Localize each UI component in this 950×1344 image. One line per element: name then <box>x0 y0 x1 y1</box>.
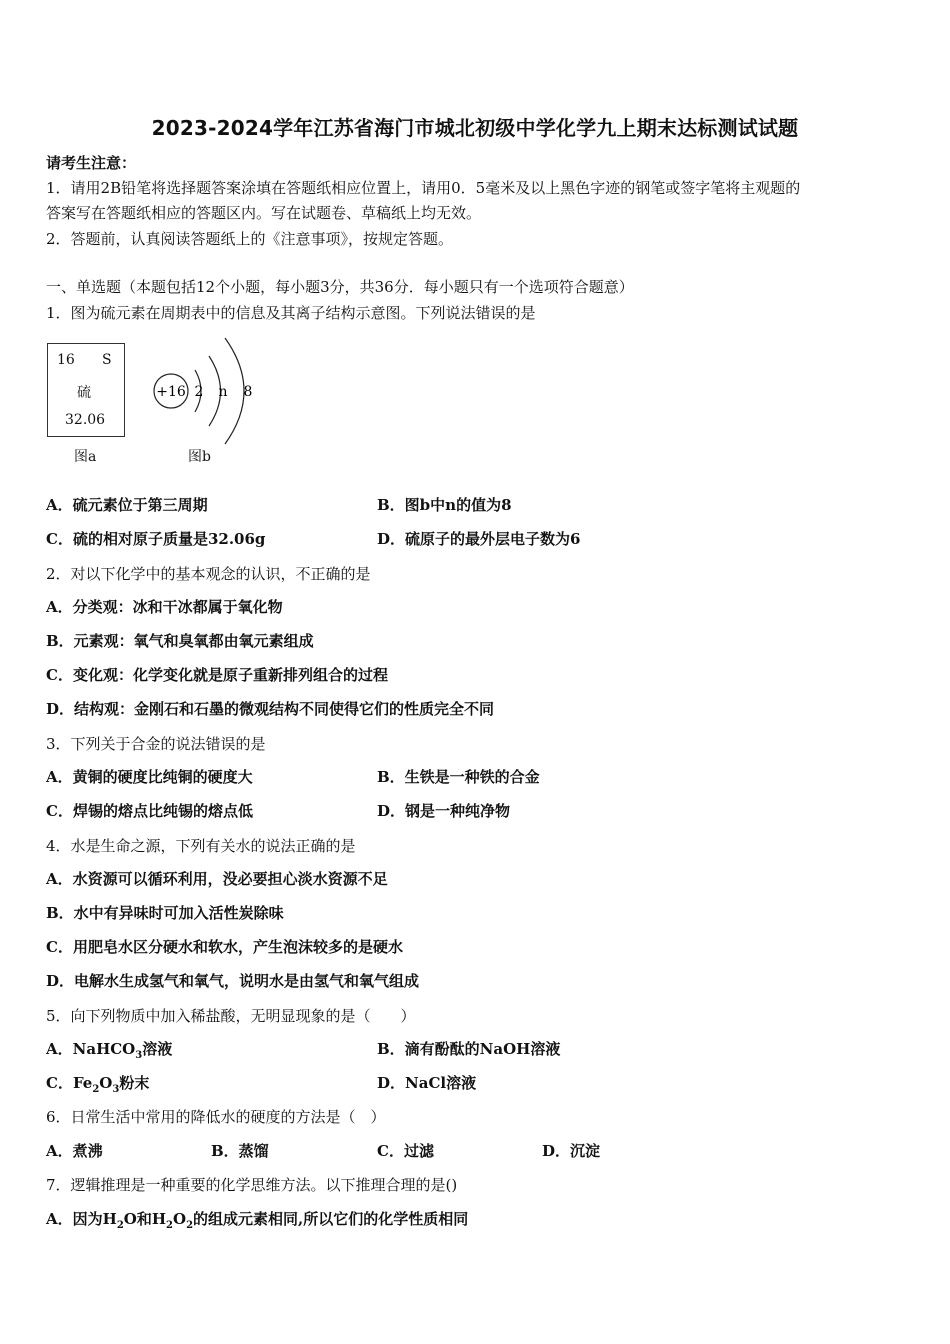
atomic-mass: 32.06 <box>65 412 106 428</box>
q6-option-c: C．过滤 <box>377 1142 434 1160</box>
q7-a-part-1: A．因为H <box>46 1210 117 1228</box>
q4-stem: 4．水是生命之源，下列有关水的说法正确的是 <box>46 837 356 855</box>
q2-option-d: D．结构观：金刚石和石墨的微观结构不同使得它们的性质完全不同 <box>46 700 495 718</box>
q5-c-suffix: 粉末 <box>119 1074 150 1092</box>
q3-option-a: A．黄铜的硬度比纯铜的硬度大 <box>46 768 253 786</box>
q7-a-sub-3: 2 <box>186 1220 194 1231</box>
q6-stem: 6．日常生活中常用的降低水的硬度的方法是（ ） <box>46 1108 386 1126</box>
q7-a-sub-1: 2 <box>116 1220 124 1231</box>
q6-option-d: D．沉淀 <box>542 1142 601 1160</box>
nucleus-charge: +16 <box>156 384 186 400</box>
q7-option-a <box>46 1208 468 1231</box>
shell-1-electrons: 2 <box>194 384 204 400</box>
notice-heading: 请考生注意： <box>46 154 137 172</box>
q4-option-b: B．水中有异味时可加入活性炭除味 <box>46 904 284 922</box>
q5-c-label: C． <box>46 1074 73 1092</box>
ion-structure-diagram <box>145 328 265 446</box>
q5-a-subscript: 3 <box>135 1050 143 1061</box>
q7-a-part-4: 的组成元素相同,所以它们的化学性质相同 <box>193 1210 469 1228</box>
q5-option-d: D．NaCl溶液 <box>377 1074 477 1092</box>
q7-stem: 7．逻辑推理是一种重要的化学思维方法。以下推理合理的是() <box>46 1176 458 1194</box>
q6-option-b: B．蒸馏 <box>211 1142 269 1160</box>
q5-c-subscript-2: 3 <box>112 1084 120 1095</box>
figure-b-caption: 图b <box>188 449 211 465</box>
q4-option-a: A．水资源可以循环利用，没必要担心淡水资源不足 <box>46 870 388 888</box>
q7-a-sub-2: 2 <box>166 1220 173 1231</box>
q5-a-label: A． <box>46 1040 73 1058</box>
periodic-table-cell <box>47 343 125 437</box>
shell-3-electrons: 8 <box>243 384 253 400</box>
notice-line-2: 答案写在答题纸相应的答题区内。写在试题卷、草稿纸上均无效。 <box>46 204 482 222</box>
q5-option-c <box>46 1072 149 1095</box>
q5-stem: 5．向下列物质中加入稀盐酸，无明显现象的是（ ） <box>46 1007 416 1025</box>
q1-stem: 1．图为硫元素在周期表中的信息及其离子结构示意图。下列说法错误的是 <box>46 304 536 322</box>
q3-stem: 3．下列关于合金的说法错误的是 <box>46 735 266 753</box>
q5-option-b: B．滴有酚酞的NaOH溶液 <box>377 1040 561 1058</box>
q2-option-b: B．元素观：氧气和臭氧都由氧元素组成 <box>46 632 314 650</box>
shell-arc-3 <box>225 338 244 444</box>
q1-option-b: B．图b中n的值为8 <box>377 496 512 514</box>
q7-a-part-2: O和H <box>123 1210 167 1228</box>
q6-option-a: A．煮沸 <box>46 1142 103 1160</box>
page-title: 2023-2024学年江苏省海门市城北初级中学化学九上期末达标测试试题 <box>151 116 799 140</box>
q1-option-d: D．硫原子的最外层电子数为6 <box>377 530 581 548</box>
q1-option-c: C．硫的相对原子质量是32.06g <box>46 530 266 548</box>
q2-stem: 2．对以下化学中的基本观念的认识，不正确的是 <box>46 565 371 583</box>
section-heading: 一、单选题（本题包括12个小题，每小题3分，共36分．每小题只有一个选项符合题意） <box>46 278 634 296</box>
q3-option-d: D．钢是一种纯净物 <box>377 802 511 820</box>
element-name: 硫 <box>77 385 91 401</box>
q4-option-d: D．电解水生成氢气和氧气，说明水是由氢气和氧气组成 <box>46 972 420 990</box>
q3-option-c: C．焊锡的熔点比纯锡的熔点低 <box>46 802 253 820</box>
q5-option-a <box>46 1038 172 1061</box>
q7-a-part-3: O <box>173 1210 187 1228</box>
q2-option-a: A．分类观：冰和干冰都属于氧化物 <box>46 598 283 616</box>
q5-c-formula-1: Fe <box>72 1074 93 1092</box>
notice-line-1: 1．请用2B铅笔将选择题答案涂填在答题纸相应位置上，请用0．5毫米及以上黑色字迹的钢笔或签字笔将主观题的 <box>46 179 801 197</box>
q1-option-a: A．硫元素位于第三周期 <box>46 496 208 514</box>
shell-2-electrons: n <box>218 384 228 400</box>
figure-a-caption: 图a <box>74 449 97 465</box>
q5-c-subscript-1: 2 <box>92 1084 100 1095</box>
q3-option-b: B．生铁是一种铁的合金 <box>377 768 540 786</box>
q5-a-formula: NaHCO <box>72 1040 136 1058</box>
atomic-number: 16 <box>57 352 75 368</box>
q5-a-suffix: 溶液 <box>142 1040 173 1058</box>
element-symbol: S <box>102 352 112 368</box>
q5-c-formula-2: O <box>99 1074 113 1092</box>
q4-option-c: C．用肥皂水区分硬水和软水，产生泡沫较多的是硬水 <box>46 938 403 956</box>
q2-option-c: C．变化观：化学变化就是原子重新排列组合的过程 <box>46 666 388 684</box>
notice-line-3: 2．答题前，认真阅读答题纸上的《注意事项》，按规定答题。 <box>46 230 454 248</box>
